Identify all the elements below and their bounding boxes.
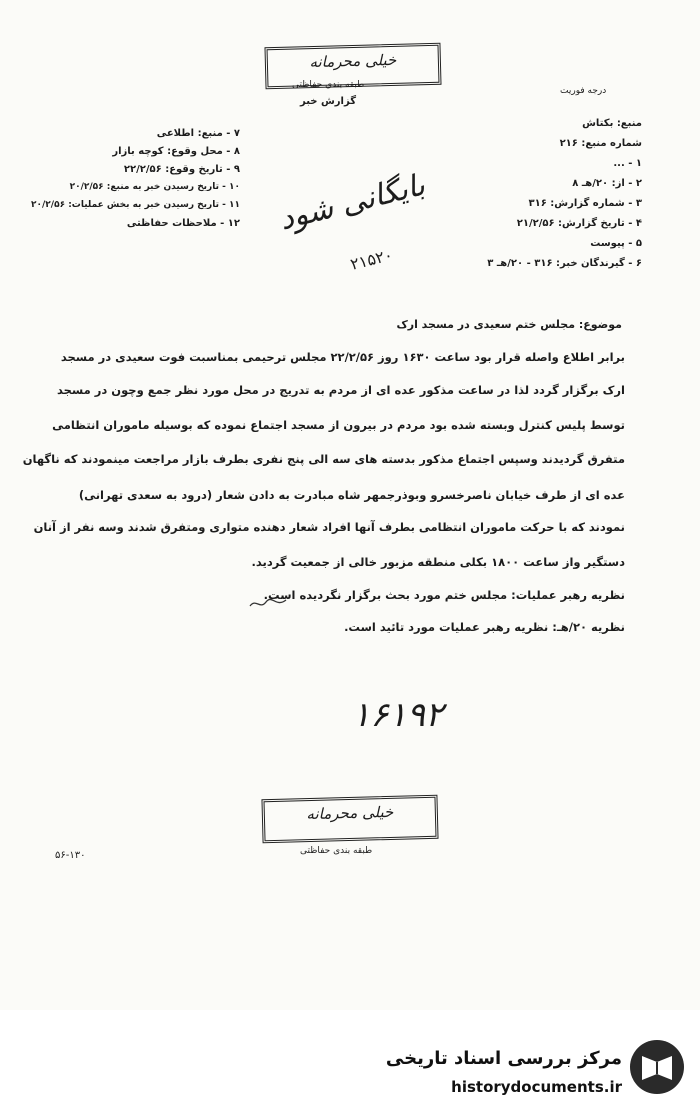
- header-left-row: ۱۱ - تاریخ رسیدن خبر به بخش عملیات: ۲۰/۲/۵۶: [31, 200, 240, 210]
- archive-logo-icon: [628, 1038, 686, 1096]
- signature-mark: [248, 596, 288, 612]
- archive-stamp: بایگانی شود: [275, 167, 429, 238]
- header-left-row: ۹ - تاریخ وقوع: ۲۲/۲/۵۶: [123, 164, 240, 175]
- report-title: گزارش خبر: [300, 96, 357, 107]
- footer-code: ۵۶-۱۳۰: [55, 850, 86, 861]
- seal-bottom-text: خیلی محرمانه: [306, 802, 394, 824]
- header-left-row: ۱۲ - ملاحظات حفاظتی: [126, 218, 240, 229]
- body-line: ارک برگزار گردد لذا در ساعت مذکور عده ای از مردم به تدریج در محل مورد نظر جمع وچون در مسجد: [56, 383, 625, 397]
- header-right-row: ۴ - تاریخ گزارش: ۲۱/۲/۵۶: [516, 218, 642, 229]
- opinion-20h: نظریه ۲۰/هـ: نظریه رهبر عملیات مورد تائید است.: [344, 620, 625, 634]
- seal-top-text: خیلی محرمانه: [309, 50, 397, 72]
- header-right-row: ۱ - ...: [613, 158, 642, 169]
- header-right-row: ۵ - پیوست: [590, 238, 642, 249]
- logo: [628, 1038, 686, 1096]
- header-right-row: ۲ - از: ۲۰/هـ ۸: [572, 178, 642, 189]
- body-line: متفرق گردیدند وسپس اجتماع مذکور بدسته های سه الی پنج نفری بطرف بازار مراجعت مینمودند که ناگهان: [22, 452, 625, 466]
- logo-url: historydocuments.ir: [451, 1078, 622, 1096]
- logo-title: مرکز بررسی اسناد تاریخی: [385, 1048, 622, 1069]
- priority-label: درجه فوریت: [560, 86, 607, 96]
- handwritten-number: ۱۶۱۹۲: [352, 695, 444, 735]
- body-line: نمودند که با حرکت ماموران انتظامی بطرف آنها افراد شعار دهنده متواری ومتفرق شدند وسه نفر از آنان: [33, 520, 625, 534]
- opinion-operations-leader: نظریه رهبر عملیات: مجلس ختم مورد بحث برگزار نگردیده است.: [263, 588, 625, 602]
- subject-line: موضوع: مجلس ختم سعیدی در مسجد ارک: [396, 318, 622, 331]
- header-left-row: ۸ - محل وقوع: کوچه بازار: [112, 146, 240, 157]
- seal-bottom-subtitle: طبقه بندی حفاظتی: [300, 846, 373, 856]
- body-line: دستگیر واز ساعت ۱۸۰۰ بکلی منطقه مزبور خالی از جمعیت گردید.: [251, 555, 625, 569]
- header-right-row: شماره منبع: ۲۱۶: [559, 138, 642, 149]
- header-right-row: منبع: بکتاش: [582, 118, 642, 129]
- body-line: عده ای از طرف خیابان ناصرخسرو وبوذرجمهر شاه مبادرت به دادن شعار (درود به سعدی تهرانی): [78, 488, 625, 502]
- header-left-row: ۷ - منبع: اطلاعی: [156, 128, 240, 139]
- signature-icon: [248, 596, 288, 612]
- archive-number: ۲۱۵۲۰: [348, 245, 395, 274]
- header-right-row: ۳ - شماره گزارش: ۳۱۶: [528, 198, 642, 209]
- header-left-row: ۱۰ - تاریخ رسیدن خبر به منبع: ۲۰/۲/۵۶: [69, 182, 240, 192]
- body-line: توسط پلیس کنترل وبسته شده بود مردم در بیرون از مسجد اجتماع نموده که بوسیله ماموران انتظامی: [52, 418, 625, 432]
- seal-top-subtitle: طبقه بندی حفاظتی: [292, 80, 365, 90]
- classification-seal-bottom: [261, 795, 438, 844]
- header-right-row: ۶ - گیرندگان خبر: ۳۱۶ - ۲۰/هـ ۳: [487, 258, 642, 269]
- body-line: برابر اطلاع واصله قرار بود ساعت ۱۶۳۰ روز ۲۲/۲/۵۶ مجلس ترحیمی بمناسبت فوت سعیدی در مسجد: [60, 350, 625, 364]
